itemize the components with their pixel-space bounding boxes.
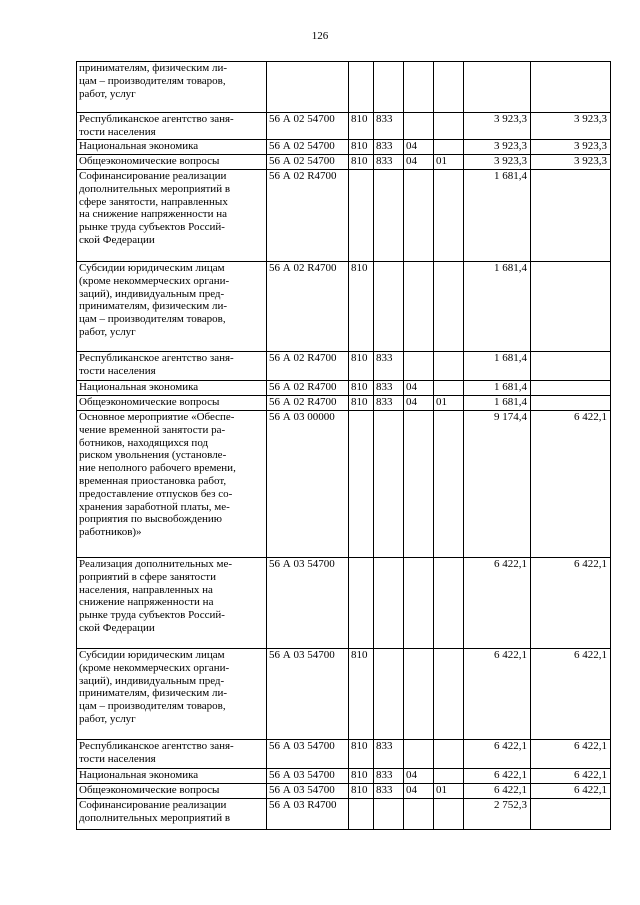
item-name-text: принимателям, физическим ли- цам – производителям товаров, работ, услуг xyxy=(79,62,228,100)
item-name-text: Общеэкономические вопросы xyxy=(79,155,220,167)
table-row xyxy=(77,155,611,170)
item-name-text: Республиканское агентство заня- тости населения xyxy=(79,113,234,138)
expense-type-cell: 810 xyxy=(349,140,374,155)
subsection-code-cell xyxy=(434,649,464,740)
amount-year2-cell: 6 422,1 xyxy=(531,411,611,558)
budget-manager-code-cell xyxy=(374,411,404,558)
amount-year1-cell: 1 681,4 xyxy=(464,396,531,411)
section-code-cell xyxy=(404,411,434,558)
section-code-cell xyxy=(404,352,434,381)
amount-year2-cell xyxy=(531,170,611,262)
item-name-cell xyxy=(77,396,267,411)
amount-year1-cell: 1 681,4 xyxy=(464,381,531,396)
section-code-cell xyxy=(404,558,434,649)
expense-type-cell xyxy=(349,411,374,558)
section-code-cell: 04 xyxy=(404,381,434,396)
table-row xyxy=(77,649,611,740)
subsection-code-cell: 01 xyxy=(434,784,464,799)
amount-year1-cell: 2 752,3 xyxy=(464,799,531,830)
amount-year2-cell: 3 923,3 xyxy=(531,155,611,170)
amount-year2-cell xyxy=(531,62,611,113)
table-row xyxy=(77,740,611,769)
target-article-code-cell: 56 А 02 R4700 xyxy=(267,381,349,396)
target-article-code-cell: 56 А 02 54700 xyxy=(267,113,349,140)
target-article-code-cell: 56 А 03 54700 xyxy=(267,649,349,740)
table-row xyxy=(77,140,611,155)
budget-manager-code-cell: 833 xyxy=(374,352,404,381)
expense-type-cell: 810 xyxy=(349,396,374,411)
expense-type-cell xyxy=(349,62,374,113)
section-code-cell xyxy=(404,170,434,262)
amount-year2-cell xyxy=(531,262,611,352)
item-name-cell xyxy=(77,262,267,352)
budget-manager-code-cell: 833 xyxy=(374,784,404,799)
item-name-cell xyxy=(77,170,267,262)
target-article-code-cell: 56 А 03 00000 xyxy=(267,411,349,558)
amount-year1-cell: 6 422,1 xyxy=(464,740,531,769)
amount-year1-cell: 1 681,4 xyxy=(464,262,531,352)
item-name-cell xyxy=(77,799,267,830)
amount-year2-cell: 3 923,3 xyxy=(531,140,611,155)
amount-year1-cell: 6 422,1 xyxy=(464,558,531,649)
item-name-cell xyxy=(77,558,267,649)
subsection-code-cell xyxy=(434,381,464,396)
amount-year1-cell: 9 174,4 xyxy=(464,411,531,558)
subsection-code-cell xyxy=(434,140,464,155)
section-code-cell xyxy=(404,262,434,352)
table-row xyxy=(77,799,611,830)
budget-manager-code-cell: 833 xyxy=(374,396,404,411)
amount-year2-cell: 3 923,3 xyxy=(531,113,611,140)
subsection-code-cell: 01 xyxy=(434,155,464,170)
target-article-code-cell: 56 А 02 R4700 xyxy=(267,262,349,352)
amount-year1-cell: 6 422,1 xyxy=(464,769,531,784)
item-name-cell xyxy=(77,740,267,769)
budget-manager-code-cell: 833 xyxy=(374,740,404,769)
section-code-cell: 04 xyxy=(404,784,434,799)
budget-table-body xyxy=(77,62,611,830)
section-code-cell: 04 xyxy=(404,140,434,155)
budget-table xyxy=(76,61,611,830)
budget-manager-code-cell xyxy=(374,170,404,262)
subsection-code-cell xyxy=(434,352,464,381)
section-code-cell xyxy=(404,113,434,140)
target-article-code-cell: 56 А 02 R4700 xyxy=(267,396,349,411)
amount-year2-cell: 6 422,1 xyxy=(531,769,611,784)
item-name-cell xyxy=(77,649,267,740)
section-code-cell xyxy=(404,799,434,830)
item-name-cell xyxy=(77,62,267,113)
item-name-text: Софинансирование реализации дополнительных мероприятий в сфере занятости, направленных на снижение напряженности на рынке труда субъектов Россий- ской Федерации xyxy=(79,170,231,246)
item-name-text: Национальная экономика xyxy=(79,381,199,393)
item-name-cell xyxy=(77,784,267,799)
expense-type-cell xyxy=(349,558,374,649)
target-article-code-cell: 56 А 02 R4700 xyxy=(267,170,349,262)
amount-year1-cell: 6 422,1 xyxy=(464,649,531,740)
budget-manager-code-cell: 833 xyxy=(374,381,404,396)
expense-type-cell: 810 xyxy=(349,262,374,352)
subsection-code-cell xyxy=(434,262,464,352)
subsection-code-cell xyxy=(434,740,464,769)
amount-year2-cell xyxy=(531,381,611,396)
expense-type-cell: 810 xyxy=(349,352,374,381)
item-name-text: Реализация дополнительных ме- роприятий в сфере занятости населения, направленных на снижение напряженности на рынке труда субъектов Россий- ской Федерации xyxy=(79,558,232,634)
subsection-code-cell xyxy=(434,769,464,784)
table-row xyxy=(77,62,611,113)
subsection-code-cell xyxy=(434,62,464,113)
item-name-text: Основное мероприятие «Обеспе- чение временной занятости ра- ботников, находящихся под риском увольнения (установле- ние неполного рабочего времени, временная приостановка работ, предоставление отпусков без со- хранения заработной платы, ме- роприятия по высвобождению работников)» xyxy=(79,411,236,539)
table-row xyxy=(77,352,611,381)
amount-year1-cell: 6 422,1 xyxy=(464,784,531,799)
table-row xyxy=(77,170,611,262)
item-name-text: Субсидии юридическим лицам (кроме некоммерческих органи- заций), индивидуальным пред- принимателям, физическим ли- цам – производителям товаров, работ, услуг xyxy=(79,649,230,725)
section-code-cell xyxy=(404,649,434,740)
item-name-text: Софинансирование реализации дополнительных мероприятий в xyxy=(79,799,231,824)
subsection-code-cell xyxy=(434,411,464,558)
item-name-text: Общеэкономические вопросы xyxy=(79,784,220,796)
table-row xyxy=(77,262,611,352)
section-code-cell: 04 xyxy=(404,155,434,170)
table-row xyxy=(77,411,611,558)
amount-year1-cell xyxy=(464,62,531,113)
budget-manager-code-cell xyxy=(374,262,404,352)
expense-type-cell xyxy=(349,799,374,830)
subsection-code-cell: 01 xyxy=(434,396,464,411)
table-row xyxy=(77,396,611,411)
subsection-code-cell xyxy=(434,799,464,830)
table-row xyxy=(77,769,611,784)
expense-type-cell: 810 xyxy=(349,155,374,170)
item-name-text: Национальная экономика xyxy=(79,769,199,781)
subsection-code-cell xyxy=(434,558,464,649)
table-row xyxy=(77,784,611,799)
item-name-text: Республиканское агентство заня- тости населения xyxy=(79,740,234,765)
item-name-cell xyxy=(77,352,267,381)
amount-year1-cell: 3 923,3 xyxy=(464,113,531,140)
budget-manager-code-cell: 833 xyxy=(374,140,404,155)
item-name-cell xyxy=(77,381,267,396)
budget-manager-code-cell xyxy=(374,649,404,740)
amount-year1-cell: 3 923,3 xyxy=(464,140,531,155)
item-name-text: Общеэкономические вопросы xyxy=(79,396,220,408)
target-article-code-cell: 56 А 02 R4700 xyxy=(267,352,349,381)
subsection-code-cell xyxy=(434,113,464,140)
section-code-cell xyxy=(404,62,434,113)
table-row xyxy=(77,381,611,396)
expense-type-cell: 810 xyxy=(349,113,374,140)
item-name-cell xyxy=(77,140,267,155)
budget-manager-code-cell: 833 xyxy=(374,155,404,170)
amount-year2-cell xyxy=(531,396,611,411)
target-article-code-cell: 56 А 03 54700 xyxy=(267,558,349,649)
target-article-code-cell xyxy=(267,62,349,113)
item-name-text: Республиканское агентство заня- тости населения xyxy=(79,352,234,377)
section-code-cell: 04 xyxy=(404,396,434,411)
target-article-code-cell: 56 А 03 54700 xyxy=(267,769,349,784)
item-name-cell xyxy=(77,411,267,558)
item-name-text: Национальная экономика xyxy=(79,140,199,152)
amount-year2-cell: 6 422,1 xyxy=(531,649,611,740)
subsection-code-cell xyxy=(434,170,464,262)
amount-year1-cell: 1 681,4 xyxy=(464,170,531,262)
expense-type-cell: 810 xyxy=(349,769,374,784)
target-article-code-cell: 56 А 03 R4700 xyxy=(267,799,349,830)
amount-year2-cell: 6 422,1 xyxy=(531,558,611,649)
section-code-cell: 04 xyxy=(404,769,434,784)
page-number: 126 xyxy=(311,30,329,42)
item-name-text: Субсидии юридическим лицам (кроме некоммерческих органи- заций), индивидуальным пред- принимателям, физическим ли- цам – производителям товаров, работ, услуг xyxy=(79,262,230,338)
amount-year2-cell xyxy=(531,799,611,830)
amount-year2-cell: 6 422,1 xyxy=(531,740,611,769)
target-article-code-cell: 56 А 03 54700 xyxy=(267,740,349,769)
expense-type-cell xyxy=(349,170,374,262)
budget-manager-code-cell: 833 xyxy=(374,769,404,784)
budget-manager-code-cell xyxy=(374,62,404,113)
target-article-code-cell: 56 А 03 54700 xyxy=(267,784,349,799)
amount-year2-cell: 6 422,1 xyxy=(531,784,611,799)
item-name-cell xyxy=(77,113,267,140)
amount-year2-cell xyxy=(531,352,611,381)
target-article-code-cell: 56 А 02 54700 xyxy=(267,140,349,155)
item-name-cell xyxy=(77,769,267,784)
amount-year1-cell: 1 681,4 xyxy=(464,352,531,381)
table-row xyxy=(77,113,611,140)
budget-manager-code-cell xyxy=(374,558,404,649)
budget-manager-code-cell xyxy=(374,799,404,830)
target-article-code-cell: 56 А 02 54700 xyxy=(267,155,349,170)
item-name-cell xyxy=(77,155,267,170)
section-code-cell xyxy=(404,740,434,769)
table-row xyxy=(77,558,611,649)
expense-type-cell: 810 xyxy=(349,381,374,396)
expense-type-cell: 810 xyxy=(349,649,374,740)
amount-year1-cell: 3 923,3 xyxy=(464,155,531,170)
expense-type-cell: 810 xyxy=(349,784,374,799)
expense-type-cell: 810 xyxy=(349,740,374,769)
budget-manager-code-cell: 833 xyxy=(374,113,404,140)
